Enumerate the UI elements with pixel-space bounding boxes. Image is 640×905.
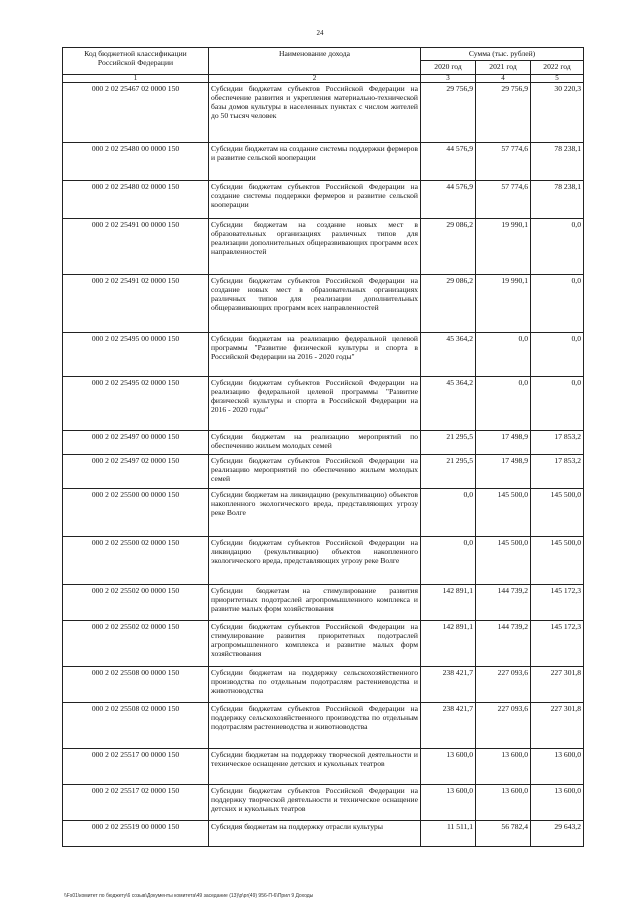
value-2020-cell: 142 891,1 [421,621,476,667]
value-2021-cell: 17 498,9 [476,431,531,455]
col-index: 2 [209,75,421,83]
value-2021-cell: 144 739,2 [476,621,531,667]
col-index: 1 [63,75,209,83]
table-row [63,667,584,703]
table-row [63,275,584,333]
value-2021-cell: 57 774,6 [476,181,531,219]
value-2022-cell: 145 172,3 [531,621,584,667]
value-2021-cell: 145 500,0 [476,537,531,585]
value-2020-cell: 13 600,0 [421,785,476,821]
header-year-2022: 2022 год [531,61,584,75]
code-cell: 000 2 02 25508 00 0000 150 [63,667,209,703]
value-2020-cell: 45 364,2 [421,333,476,377]
code-cell: 000 2 02 25467 02 0000 150 [63,83,209,143]
value-2020-cell: 21 295,5 [421,455,476,489]
table-row [63,749,584,785]
header-year-2021: 2021 год [476,61,531,75]
table-row [63,181,584,219]
table-row [63,455,584,489]
value-2020-cell: 44 576,9 [421,143,476,181]
value-2020-cell: 29 086,2 [421,219,476,275]
value-2020-cell: 238 421,7 [421,703,476,749]
value-2021-cell: 29 756,9 [476,83,531,143]
revenue-table [62,47,584,847]
value-2022-cell: 78 238,1 [531,181,584,219]
table-row [63,621,584,667]
value-2021-cell: 0,0 [476,377,531,431]
table-row [63,785,584,821]
name-cell: Субсидии бюджетам субъектов Российской Федерации на поддержку творческой деятельности и техническое оснащение детских и кукольных театров [209,785,421,821]
value-2020-cell: 45 364,2 [421,377,476,431]
code-cell: 000 2 02 25508 02 0000 150 [63,703,209,749]
header-code: Код бюджетной классификации Российской Федерации [63,48,209,75]
code-cell: 000 2 02 25502 02 0000 150 [63,621,209,667]
value-2022-cell: 227 301,8 [531,703,584,749]
value-2021-cell: 17 498,9 [476,455,531,489]
col-index: 3 [421,75,476,83]
col-index: 4 [476,75,531,83]
name-cell: Субсидии бюджетам субъектов Российской Федерации на реализацию федеральной целевой программы "Развитие физической культуры и спорта в Российской Федерации на 2016 - 2020 годы" [209,377,421,431]
header-year-2020: 2020 год [421,61,476,75]
table-row [63,489,584,537]
value-2022-cell: 145 172,3 [531,585,584,621]
value-2021-cell: 0,0 [476,333,531,377]
header-sum: Сумма (тыс. рублей) [421,48,584,61]
value-2021-cell: 227 093,6 [476,667,531,703]
table-row [63,333,584,377]
code-cell: 000 2 02 25495 00 0000 150 [63,333,209,377]
value-2020-cell: 238 421,7 [421,667,476,703]
value-2021-cell: 227 093,6 [476,703,531,749]
name-cell: Субсидии бюджетам на реализацию федеральной целевой программы "Развитие физической культуры и спорта в Российской Федерации на 2016 - 2020 годы" [209,333,421,377]
value-2020-cell: 142 891,1 [421,585,476,621]
value-2021-cell: 19 990,1 [476,275,531,333]
value-2022-cell: 0,0 [531,377,584,431]
value-2022-cell: 13 600,0 [531,785,584,821]
value-2020-cell: 29 086,2 [421,275,476,333]
value-2022-cell: 227 301,8 [531,667,584,703]
code-cell: 000 2 02 25491 02 0000 150 [63,275,209,333]
name-cell: Субсидии бюджетам субъектов Российской Федерации на поддержку сельскохозяйственного производства по отдельным подотраслям растениеводства и животноводства [209,703,421,749]
column-index-row [63,75,584,83]
value-2022-cell: 29 643,2 [531,821,584,847]
value-2020-cell: 0,0 [421,489,476,537]
value-2021-cell: 56 782,4 [476,821,531,847]
header-name: Наименование дохода [209,48,421,75]
value-2020-cell: 0,0 [421,537,476,585]
code-cell: 000 2 02 25480 00 0000 150 [63,143,209,181]
table-row [63,143,584,181]
value-2020-cell: 11 511,1 [421,821,476,847]
name-cell: Субсидии бюджетам субъектов Российской Федерации на ликвидацию (рекультивацию) объектов накопленного экологического вреда, представляющих угрозу реке Волге [209,537,421,585]
value-2021-cell: 19 990,1 [476,219,531,275]
value-2022-cell: 13 600,0 [531,749,584,785]
code-cell: 000 2 02 25495 02 0000 150 [63,377,209,431]
name-cell: Субсидии бюджетам на реализацию мероприятий по обеспечению жильем молодых семей [209,431,421,455]
value-2022-cell: 0,0 [531,275,584,333]
name-cell: Субсидии бюджетам субъектов Российской Федерации на обеспечение развития и укрепления материально-технической базы домов культуры в населенных пунктах с числом жителей до 50 тысяч человек [209,83,421,143]
table-row [63,83,584,143]
table-row [63,431,584,455]
name-cell: Субсидии бюджетам субъектов Российской Федерации на стимулирование развития приоритетных подотраслей агропромышленного комплекса и развитие малых форм хозяйствования [209,621,421,667]
code-cell: 000 2 02 25519 00 0000 150 [63,821,209,847]
name-cell: Субсидии бюджетам субъектов Российской Федерации на создание новых мест в образовательных организациях различных типов для реализации дополнительных общеразвивающих программ всех направленностей [209,275,421,333]
code-cell: 000 2 02 25502 00 0000 150 [63,585,209,621]
code-cell: 000 2 02 25480 02 0000 150 [63,181,209,219]
code-cell: 000 2 02 25491 00 0000 150 [63,219,209,275]
name-cell: Субсидия бюджетам на поддержку отрасли культуры [209,821,421,847]
col-index: 5 [531,75,584,83]
code-cell: 000 2 02 25517 00 0000 150 [63,749,209,785]
code-cell: 000 2 02 25500 02 0000 150 [63,537,209,585]
name-cell: Субсидии бюджетам на ликвидацию (рекультивацию) объектов накопленного экологического вреда, представляющих угрозу реке Волге [209,489,421,537]
code-cell: 000 2 02 25497 02 0000 150 [63,455,209,489]
code-cell: 000 2 02 25500 00 0000 150 [63,489,209,537]
value-2021-cell: 57 774,6 [476,143,531,181]
table-row [63,377,584,431]
name-cell: Субсидии бюджетам на стимулирование развития приоритетных подотраслей агропромышленного комплекса и развитие малых форм хозяйствования [209,585,421,621]
table-row [63,821,584,847]
code-cell: 000 2 02 25497 00 0000 150 [63,431,209,455]
name-cell: Субсидии бюджетам на создание новых мест в образовательных организациях различных типов для реализации дополнительных общеразвивающих программ всех направленностей [209,219,421,275]
name-cell: Субсидии бюджетам на поддержку сельскохозяйственного производства по отдельным подотраслям растениеводства и животноводства [209,667,421,703]
value-2020-cell: 13 600,0 [421,749,476,785]
value-2022-cell: 17 853,2 [531,455,584,489]
code-cell: 000 2 02 25517 02 0000 150 [63,785,209,821]
value-2021-cell: 13 600,0 [476,785,531,821]
value-2020-cell: 44 576,9 [421,181,476,219]
table-row [63,219,584,275]
value-2020-cell: 21 295,5 [421,431,476,455]
page-number: 24 [316,29,324,37]
value-2022-cell: 30 220,3 [531,83,584,143]
table-row [63,537,584,585]
name-cell: Субсидии бюджетам субъектов Российской Федерации на реализацию мероприятий по обеспечению жильем молодых семей [209,455,421,489]
value-2020-cell: 29 756,9 [421,83,476,143]
value-2021-cell: 145 500,0 [476,489,531,537]
table-row [63,703,584,749]
value-2022-cell: 78 238,1 [531,143,584,181]
value-2021-cell: 144 739,2 [476,585,531,621]
value-2022-cell: 17 853,2 [531,431,584,455]
value-2022-cell: 0,0 [531,333,584,377]
name-cell: Субсидии бюджетам на поддержку творческой деятельности и техническое оснащение детских и кукольных театров [209,749,421,785]
value-2022-cell: 145 500,0 [531,489,584,537]
table-row [63,585,584,621]
value-2022-cell: 0,0 [531,219,584,275]
file-path-footer: \\Fs01\комитет по бюджету\6 созыв\Документы комитета\49 заседание (13)\p\pr(49) 956-П-6\Прил 9 Доходы [64,893,314,899]
name-cell: Субсидии бюджетам субъектов Российской Федерации на создание системы поддержки фермеров и развитие сельской кооперации [209,181,421,219]
value-2021-cell: 13 600,0 [476,749,531,785]
name-cell: Субсидии бюджетам на создание системы поддержки фермеров и развитие сельской кооперации [209,143,421,181]
value-2022-cell: 145 500,0 [531,537,584,585]
